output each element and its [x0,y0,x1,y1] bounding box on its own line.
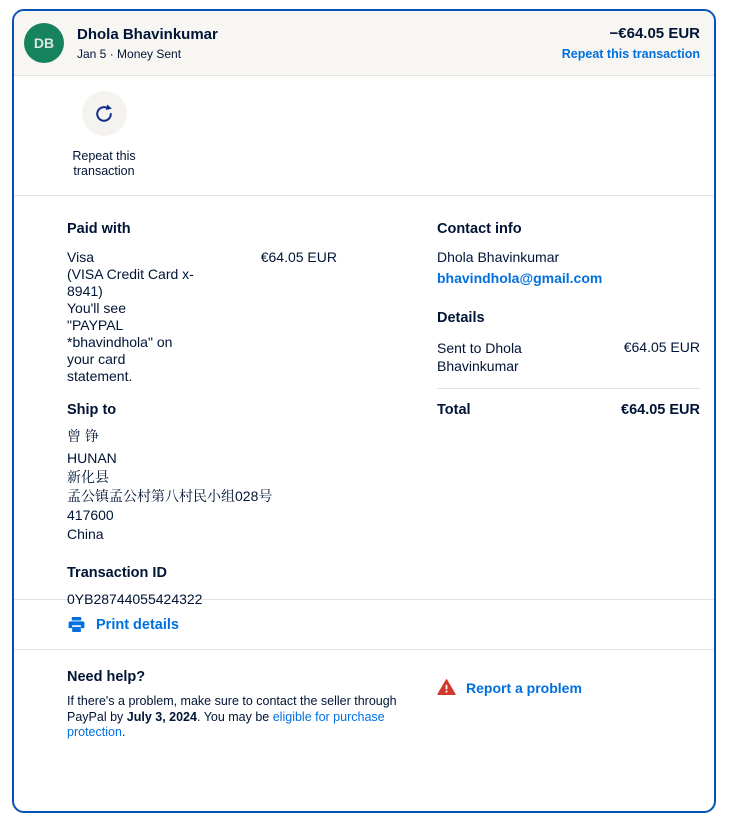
payment-line: "PAYPAL [67,317,124,333]
help-deadline-date: July 3, 2024 [126,709,197,724]
report-problem-label: Report a problem [466,679,582,696]
address-line: 曾 铮 [67,428,99,444]
warning-triangle-icon [437,678,456,697]
help-text: If there's a problem, make sure to contact the seller through PayPal by [67,694,397,724]
payment-line: statement. [67,368,133,384]
transaction-header [14,11,714,76]
payment-line: You'll see [67,300,126,316]
address-line: China [67,526,104,542]
total-amount: €64.05 EUR [621,402,700,418]
help-text: . [121,725,126,739]
refresh-icon [93,103,115,125]
details-row-amount: €64.05 EUR [623,339,700,355]
address-line: HUNAN [67,450,117,466]
details-section [14,196,714,607]
help-section [14,650,714,761]
address-line: 新化县 [67,469,109,485]
payment-line: (VISA Credit Card x- [67,266,194,282]
printer-icon [67,615,86,634]
payment-line: *bhavindhola" on [67,334,173,350]
details-label-line: Bhavinkumar [437,358,519,374]
details-label-line: Sent to Dhola [437,340,522,356]
header-name-block [77,26,218,61]
need-help-heading: Need help? [67,669,146,685]
counterparty-name: Dhola Bhavinkumar [77,25,218,43]
repeat-transaction-link[interactable]: Repeat this transaction [561,47,700,61]
ship-to-heading: Ship to [67,402,117,418]
print-details-link[interactable] [67,615,179,634]
details-left-column [67,220,337,607]
contact-name: Dhola Bhavinkumar [437,249,560,265]
contact-info-heading: Contact info [437,221,522,237]
payment-line: Visa [67,249,94,265]
paid-with-amount: €64.05 EUR [260,249,337,265]
payment-method-text [67,249,237,385]
transaction-date-type: Jan 5 · Money Sent [77,46,182,61]
header-amount-block [562,25,700,61]
paid-with-heading: Paid with [67,221,131,237]
transaction-amount: −€64.05 EUR [609,25,700,42]
repeat-transaction-button[interactable] [52,91,156,179]
address-line: 417600 [67,507,114,523]
details-heading: Details [437,310,485,326]
payment-line: 8941) [67,283,103,299]
total-row [437,402,700,418]
print-section [14,600,714,650]
transaction-id-heading: Transaction ID [67,565,167,581]
total-divider [437,388,700,389]
help-paragraph [67,694,399,741]
details-row [437,339,700,375]
contact-email-link[interactable]: bhavindhola@gmail.com [437,270,603,286]
print-details-label: Print details [96,616,179,633]
repeat-button-label: Repeat this transaction [72,149,136,178]
purchase-protection-link[interactable]: eligible for purchase protection [67,709,385,739]
paid-with-row [67,249,337,385]
shipping-address [67,427,337,544]
help-text-block [67,669,399,741]
transaction-detail-card [12,9,716,813]
address-line: 孟公镇孟公村第八村民小组028号 [67,488,273,504]
details-row-label [437,339,522,375]
report-problem-link[interactable] [437,678,700,697]
repeat-button-circle [82,91,127,136]
avatar: DB [24,23,64,63]
details-right-column [437,220,700,599]
payment-line: your card [67,351,126,367]
report-block [437,669,700,741]
help-text: . You may be [196,709,273,724]
transaction-id-value: 0YB28744055424322 [67,591,203,607]
actions-section [14,76,714,196]
total-label: Total [437,402,471,418]
